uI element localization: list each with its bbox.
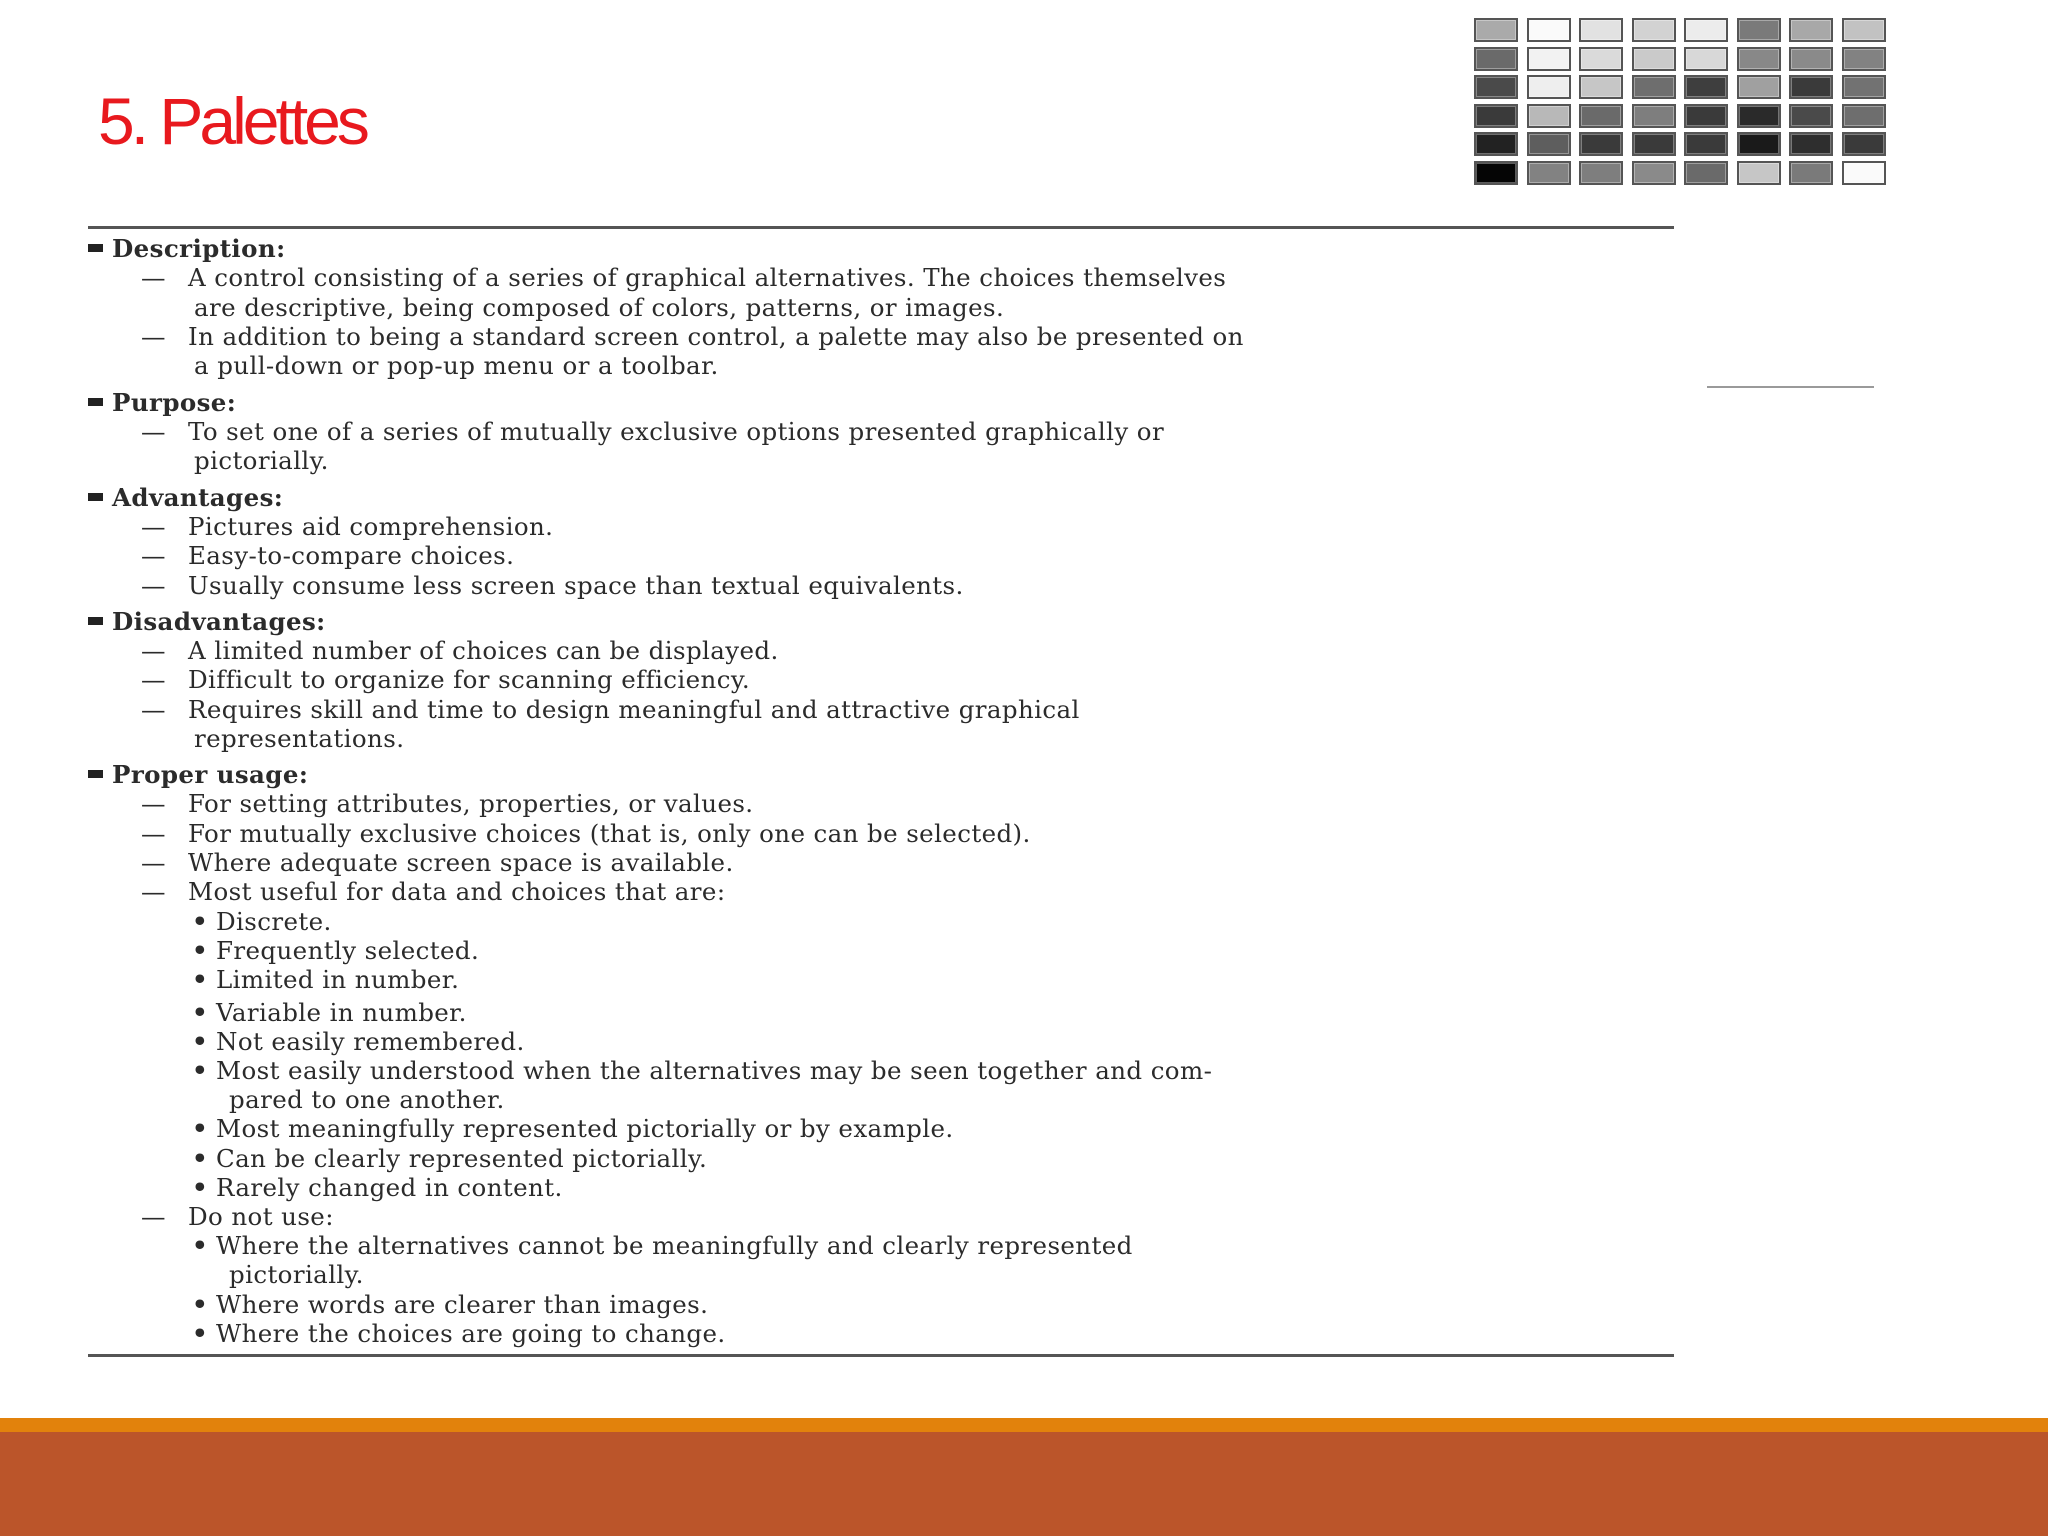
item-continuation: pictorially.: [194, 446, 329, 475]
dash-marker: —: [141, 819, 166, 848]
slide-title: 5. Palettes: [98, 84, 366, 158]
dash-marker: —: [141, 636, 166, 665]
item-text: A limited number of choices can be displayed.: [188, 636, 779, 665]
palette-swatch: [1527, 18, 1571, 42]
palette-swatch: [1527, 104, 1571, 128]
palette-swatch: [1474, 47, 1518, 71]
item-text: Pictures aid comprehension.: [188, 512, 554, 541]
palette-swatch: [1474, 18, 1518, 42]
item-text: Can be clearly represented pictorially.: [216, 1144, 708, 1173]
bullet-marker: •: [192, 1173, 209, 1202]
footer-accent-bar: [0, 1418, 2048, 1432]
dash-item: [88, 512, 553, 541]
bullet-item: [88, 965, 459, 994]
item-continuation: are descriptive, being composed of colors, patterns, or images.: [194, 293, 1005, 322]
dash-marker: —: [141, 1202, 166, 1231]
dash-item: [88, 665, 750, 694]
section-heading: [88, 388, 236, 417]
palette-swatch: [1632, 104, 1676, 128]
dash-item: [88, 1202, 334, 1231]
palette-swatch-grid: [1474, 18, 1886, 188]
dash-item: [88, 695, 1080, 724]
section-heading-text: Purpose:: [112, 388, 237, 417]
palette-swatch: [1737, 47, 1781, 71]
bullet-marker: •: [192, 1290, 209, 1319]
palette-swatch: [1684, 132, 1728, 156]
palette-swatch: [1737, 132, 1781, 156]
bullet-marker: •: [192, 907, 209, 936]
palette-swatch: [1632, 18, 1676, 42]
section-heading: [88, 483, 283, 512]
palette-swatch: [1842, 75, 1886, 99]
item-text: Where the choices are going to change.: [216, 1319, 726, 1348]
section-heading: [88, 760, 308, 789]
dash-marker: —: [141, 417, 166, 446]
item-text: Discrete.: [216, 907, 332, 936]
item-text: For setting attributes, properties, or values.: [188, 789, 754, 818]
dash-marker: —: [141, 848, 166, 877]
palette-swatch: [1684, 104, 1728, 128]
palette-swatch: [1474, 132, 1518, 156]
bullet-item: [88, 1114, 954, 1143]
footer-bar: [0, 1432, 2048, 1536]
palette-swatch: [1842, 47, 1886, 71]
palette-swatch: [1527, 75, 1571, 99]
scanned-document: [88, 226, 1678, 1360]
dash-item: [88, 819, 1031, 848]
bullet-item: [88, 1319, 726, 1348]
section-heading-text: Advantages:: [112, 483, 284, 512]
square-bullet-icon: [88, 493, 103, 501]
item-text: A control consisting of a series of graphical alternatives. The choices themselves: [188, 263, 1227, 292]
item-continuation: pictorially.: [229, 1260, 364, 1289]
dash-marker: —: [141, 789, 166, 818]
dash-item: [88, 877, 725, 906]
palette-swatch: [1684, 75, 1728, 99]
palette-swatch: [1684, 161, 1728, 185]
palette-swatch: [1789, 104, 1833, 128]
bullet-marker: •: [192, 1319, 209, 1348]
item-text: Where adequate screen space is available.: [188, 848, 734, 877]
dash-marker: —: [141, 571, 166, 600]
item-continuation: a pull-down or pop-up menu or a toolbar.: [194, 351, 719, 380]
dash-marker: —: [141, 263, 166, 292]
section-heading-text: Disadvantages:: [112, 607, 326, 636]
bullet-marker: •: [192, 998, 209, 1027]
palette-swatch: [1737, 161, 1781, 185]
bullet-item: [88, 907, 332, 936]
bullet-marker: •: [192, 1027, 209, 1056]
palette-swatch: [1579, 104, 1623, 128]
palette-swatch: [1842, 132, 1886, 156]
palette-swatch: [1579, 75, 1623, 99]
item-text: Easy-to-compare choices.: [188, 541, 515, 570]
item-text: Frequently selected.: [216, 936, 480, 965]
bullet-item: [88, 998, 467, 1027]
item-text: Most easily understood when the alternatives may be seen together and com-: [216, 1056, 1213, 1085]
item-text: Rarely changed in content.: [216, 1173, 563, 1202]
item-text: Difficult to organize for scanning efficiency.: [188, 665, 751, 694]
palette-swatch: [1684, 18, 1728, 42]
bullet-item: [88, 1173, 563, 1202]
item-continuation: representations.: [194, 724, 405, 753]
palette-swatch: [1737, 104, 1781, 128]
item-text: Do not use:: [188, 1202, 334, 1231]
item-text: Most useful for data and choices that are:: [188, 877, 726, 906]
palette-swatch: [1789, 161, 1833, 185]
palette-swatch: [1527, 47, 1571, 71]
bullet-marker: •: [192, 965, 209, 994]
palette-swatch: [1737, 75, 1781, 99]
item-text: In addition to being a standard screen control, a palette may also be presented on: [188, 322, 1244, 351]
dash-item: [88, 789, 754, 818]
item-text: Limited in number.: [216, 965, 460, 994]
palette-swatch: [1474, 161, 1518, 185]
item-text: To set one of a series of mutually exclusive options presented graphically or: [188, 417, 1165, 446]
square-bullet-icon: [88, 244, 103, 252]
dash-item: [88, 263, 1226, 292]
bullet-marker: •: [192, 936, 209, 965]
bullet-marker: •: [192, 1144, 209, 1173]
bullet-marker: •: [192, 1231, 209, 1260]
palette-swatch: [1789, 132, 1833, 156]
dash-marker: —: [141, 322, 166, 351]
palette-swatch: [1789, 75, 1833, 99]
item-text: Requires skill and time to design meaningful and attractive graphical: [188, 695, 1080, 724]
document-bottom-rule: [88, 1354, 1674, 1357]
dash-item: [88, 417, 1164, 446]
dash-marker: —: [141, 512, 166, 541]
section-heading-text: Description:: [112, 234, 286, 263]
palette-swatch: [1789, 18, 1833, 42]
palette-swatch: [1842, 161, 1886, 185]
bullet-item: [88, 1027, 525, 1056]
palette-swatch: [1474, 75, 1518, 99]
side-divider: [1707, 386, 1874, 388]
dash-item: [88, 571, 964, 600]
bullet-item: [88, 1144, 707, 1173]
dash-item: [88, 322, 1244, 351]
dash-item: [88, 541, 514, 570]
item-text: Where the alternatives cannot be meaningfully and clearly represented: [216, 1231, 1133, 1260]
bullet-item: [88, 936, 479, 965]
dash-marker: —: [141, 541, 166, 570]
palette-swatch: [1632, 132, 1676, 156]
section-heading: [88, 234, 286, 263]
palette-swatch: [1842, 18, 1886, 42]
palette-swatch: [1474, 104, 1518, 128]
item-text: Usually consume less screen space than textual equivalents.: [188, 571, 964, 600]
document-top-rule: [88, 226, 1674, 229]
palette-swatch: [1789, 47, 1833, 71]
dash-item: [88, 848, 734, 877]
item-text: Not easily remembered.: [216, 1027, 525, 1056]
item-text: For mutually exclusive choices (that is, only one can be selected).: [188, 819, 1031, 848]
bullet-item: [88, 1056, 1212, 1085]
palette-swatch: [1579, 161, 1623, 185]
bullet-marker: •: [192, 1056, 209, 1085]
square-bullet-icon: [88, 770, 103, 778]
palette-swatch: [1842, 104, 1886, 128]
palette-swatch: [1579, 18, 1623, 42]
square-bullet-icon: [88, 617, 103, 625]
dash-marker: —: [141, 877, 166, 906]
palette-swatch: [1579, 132, 1623, 156]
palette-swatch: [1632, 47, 1676, 71]
bullet-item: [88, 1290, 708, 1319]
palette-swatch: [1632, 75, 1676, 99]
palette-swatch: [1579, 47, 1623, 71]
palette-swatch: [1632, 161, 1676, 185]
item-text: Variable in number.: [216, 998, 467, 1027]
dash-item: [88, 636, 779, 665]
dash-marker: —: [141, 665, 166, 694]
section-heading: [88, 607, 326, 636]
dash-marker: —: [141, 695, 166, 724]
item-text: Where words are clearer than images.: [216, 1290, 709, 1319]
item-continuation: pared to one another.: [229, 1085, 505, 1114]
item-text: Most meaningfully represented pictorially or by example.: [216, 1114, 954, 1143]
square-bullet-icon: [88, 398, 103, 406]
palette-swatch: [1737, 18, 1781, 42]
palette-swatch: [1684, 47, 1728, 71]
bullet-item: [88, 1231, 1133, 1260]
palette-swatch: [1527, 132, 1571, 156]
bullet-marker: •: [192, 1114, 209, 1143]
section-heading-text: Proper usage:: [112, 760, 309, 789]
palette-swatch: [1527, 161, 1571, 185]
